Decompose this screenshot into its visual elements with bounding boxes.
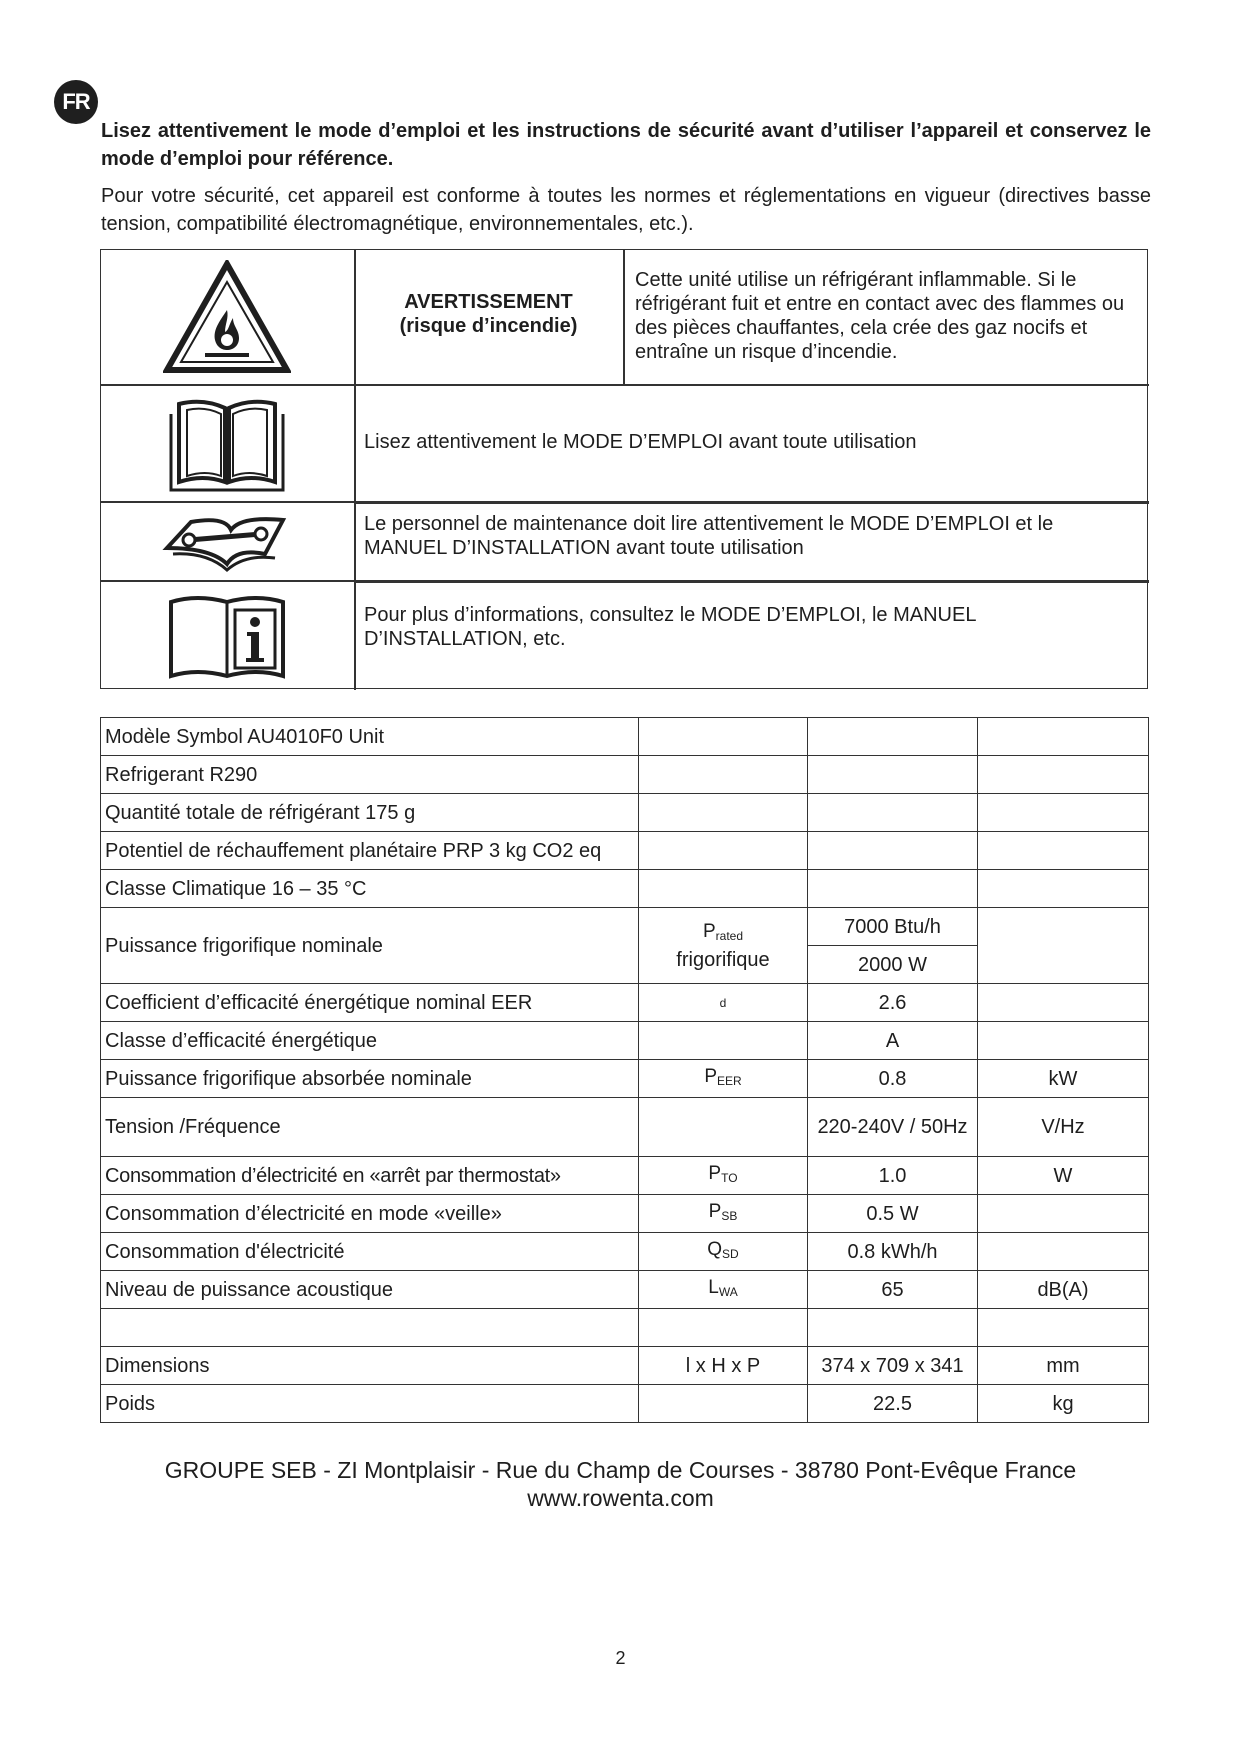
- table-row: [101, 908, 1149, 946]
- voltage-unit: V/Hz: [978, 1098, 1149, 1157]
- thermostat-off-unit: W: [978, 1157, 1149, 1195]
- table-row: [101, 1347, 1149, 1385]
- sound-symbol: $L_{WA}$: [639, 1271, 808, 1309]
- info-text: Pour plus d’informations, consultez le MODE D’EMPLOI, le MANUEL D’INSTALLATION, etc.: [364, 604, 976, 650]
- power-input-symbol: $P_{EER}$: [639, 1060, 808, 1098]
- table-row: [101, 1157, 1149, 1195]
- dimensions-label: Dimensions: [101, 1347, 639, 1385]
- language-badge: FR: [54, 80, 98, 124]
- footer-address: GROUPE SEB - ZI Montplaisir - Rue du Champ de Courses - 38780 Pont-Evêque France: [164, 1457, 1077, 1483]
- cooling-capacity-symbol: $P_{rated}$ frigorifique: [639, 908, 808, 984]
- table-row: [101, 1309, 1149, 1347]
- read-manual-text: Lisez attentivement le MODE D’EMPLOI avant toute utilisation: [364, 431, 917, 453]
- standby-value: 0.5 W: [808, 1195, 978, 1233]
- table-row: [101, 1271, 1149, 1309]
- intro-paragraph: Pour votre sécurité, cet appareil est conforme à toutes les normes et réglementations en vigueur (directives basse tension, compatibilité électromagnétique, environnementales, etc.).: [101, 185, 1151, 235]
- standby-symbol: $P_{SB}$: [639, 1195, 808, 1233]
- cooling-capacity-label: Puissance frigorifique nominale: [101, 908, 639, 984]
- spec-table: [100, 717, 1149, 1423]
- weight-value: 22.5: [808, 1385, 978, 1423]
- power-input-unit: kW: [978, 1060, 1149, 1098]
- gwp-label: Potentiel de réchauffement planétaire PRP 3 kg CO2 eq: [105, 839, 602, 862]
- eer-symbol: d: [639, 984, 808, 1022]
- table-row: [101, 832, 1149, 870]
- table-row: [101, 984, 1149, 1022]
- voltage-label: Tension /Fréquence: [101, 1098, 639, 1157]
- consumption-label: Consommation d'électricité: [101, 1233, 639, 1271]
- table-row: [101, 756, 1149, 794]
- thermostat-off-symbol: $P_{TO}$: [639, 1157, 808, 1195]
- power-input-label: Puissance frigorifique absorbée nominale: [101, 1060, 639, 1098]
- eer-value: 2.6: [808, 984, 978, 1022]
- table-row: [101, 1022, 1149, 1060]
- table-row: [101, 1060, 1149, 1098]
- service-text: Le personnel de maintenance doit lire attentivement le MODE D’EMPLOI et le MANUEL D’INSTALLATION avant toute utilisation: [364, 513, 1054, 559]
- table-row: [101, 1195, 1149, 1233]
- weight-unit: kg: [978, 1385, 1149, 1423]
- dimensions-unit: mm: [978, 1347, 1149, 1385]
- dimensions-value: 374 x 709 x 341: [808, 1347, 978, 1385]
- flammable-warning-icon: [163, 260, 291, 376]
- thermostat-off-label: Consommation d’électricité en «arrêt par thermostat»: [101, 1157, 639, 1195]
- eer-label: Coefficient d’efficacité énergétique nominal EER: [101, 984, 639, 1022]
- dimensions-symbol: l x H x P: [639, 1347, 808, 1385]
- sound-label: Niveau de puissance acoustique: [101, 1271, 639, 1309]
- climate-class-label: Classe Climatique 16 – 35 °C: [101, 870, 639, 908]
- table-row: [101, 718, 1149, 756]
- open-manual-icon: [165, 394, 289, 494]
- warning-subtitle: (risque d’incendie): [399, 315, 578, 337]
- refrigerant-label: Refrigerant R290: [101, 756, 639, 794]
- warning-title: AVERTISSEMENT: [404, 291, 573, 313]
- safety-table: [100, 249, 1148, 689]
- cooling-capacity-btu: 7000 Btu/h: [808, 908, 978, 946]
- table-row: [101, 1098, 1149, 1157]
- energy-class-value: A: [808, 1022, 978, 1060]
- info-manual-icon: [165, 590, 289, 682]
- intro-bold-paragraph: Lisez attentivement le mode d’emploi et les instructions de sécurité avant d’utiliser l’appareil et conservez le mode d’emploi pour référence.: [101, 120, 1151, 170]
- power-input-value: 0.8: [808, 1060, 978, 1098]
- voltage-value: 220-240V / 50Hz: [808, 1098, 978, 1157]
- table-row: [101, 870, 1149, 908]
- model-label: Modèle Symbol AU4010F0 Unit: [101, 718, 639, 756]
- page-number: 2: [615, 1648, 626, 1668]
- table-row: [101, 1385, 1149, 1423]
- consumption-value: 0.8 kWh/h: [808, 1233, 978, 1271]
- cooling-capacity-watt: 2000 W: [808, 946, 978, 984]
- table-row: [101, 794, 1149, 832]
- service-manual-icon: [161, 508, 293, 574]
- standby-label: Consommation d’électricité en mode «veille»: [101, 1195, 639, 1233]
- footer-url[interactable]: www.rowenta.com: [527, 1485, 714, 1511]
- table-row: [101, 1233, 1149, 1271]
- quantity-label: Quantité totale de réfrigérant 175 g: [101, 794, 639, 832]
- warning-text: Cette unité utilise un réfrigérant inflammable. Si le réfrigérant fuit et entre en contact avec des flammes ou des pièces chauffantes, cela crée des gaz nocifs et entraîne un risque d’incendie.: [635, 269, 1125, 363]
- consumption-symbol: $Q_{SD}$: [639, 1233, 808, 1271]
- sound-value: 65: [808, 1271, 978, 1309]
- energy-class-label: Classe d’efficacité énergétique: [101, 1022, 639, 1060]
- weight-label: Poids: [101, 1385, 639, 1423]
- sound-unit: dB(A): [978, 1271, 1149, 1309]
- thermostat-off-value: 1.0: [808, 1157, 978, 1195]
